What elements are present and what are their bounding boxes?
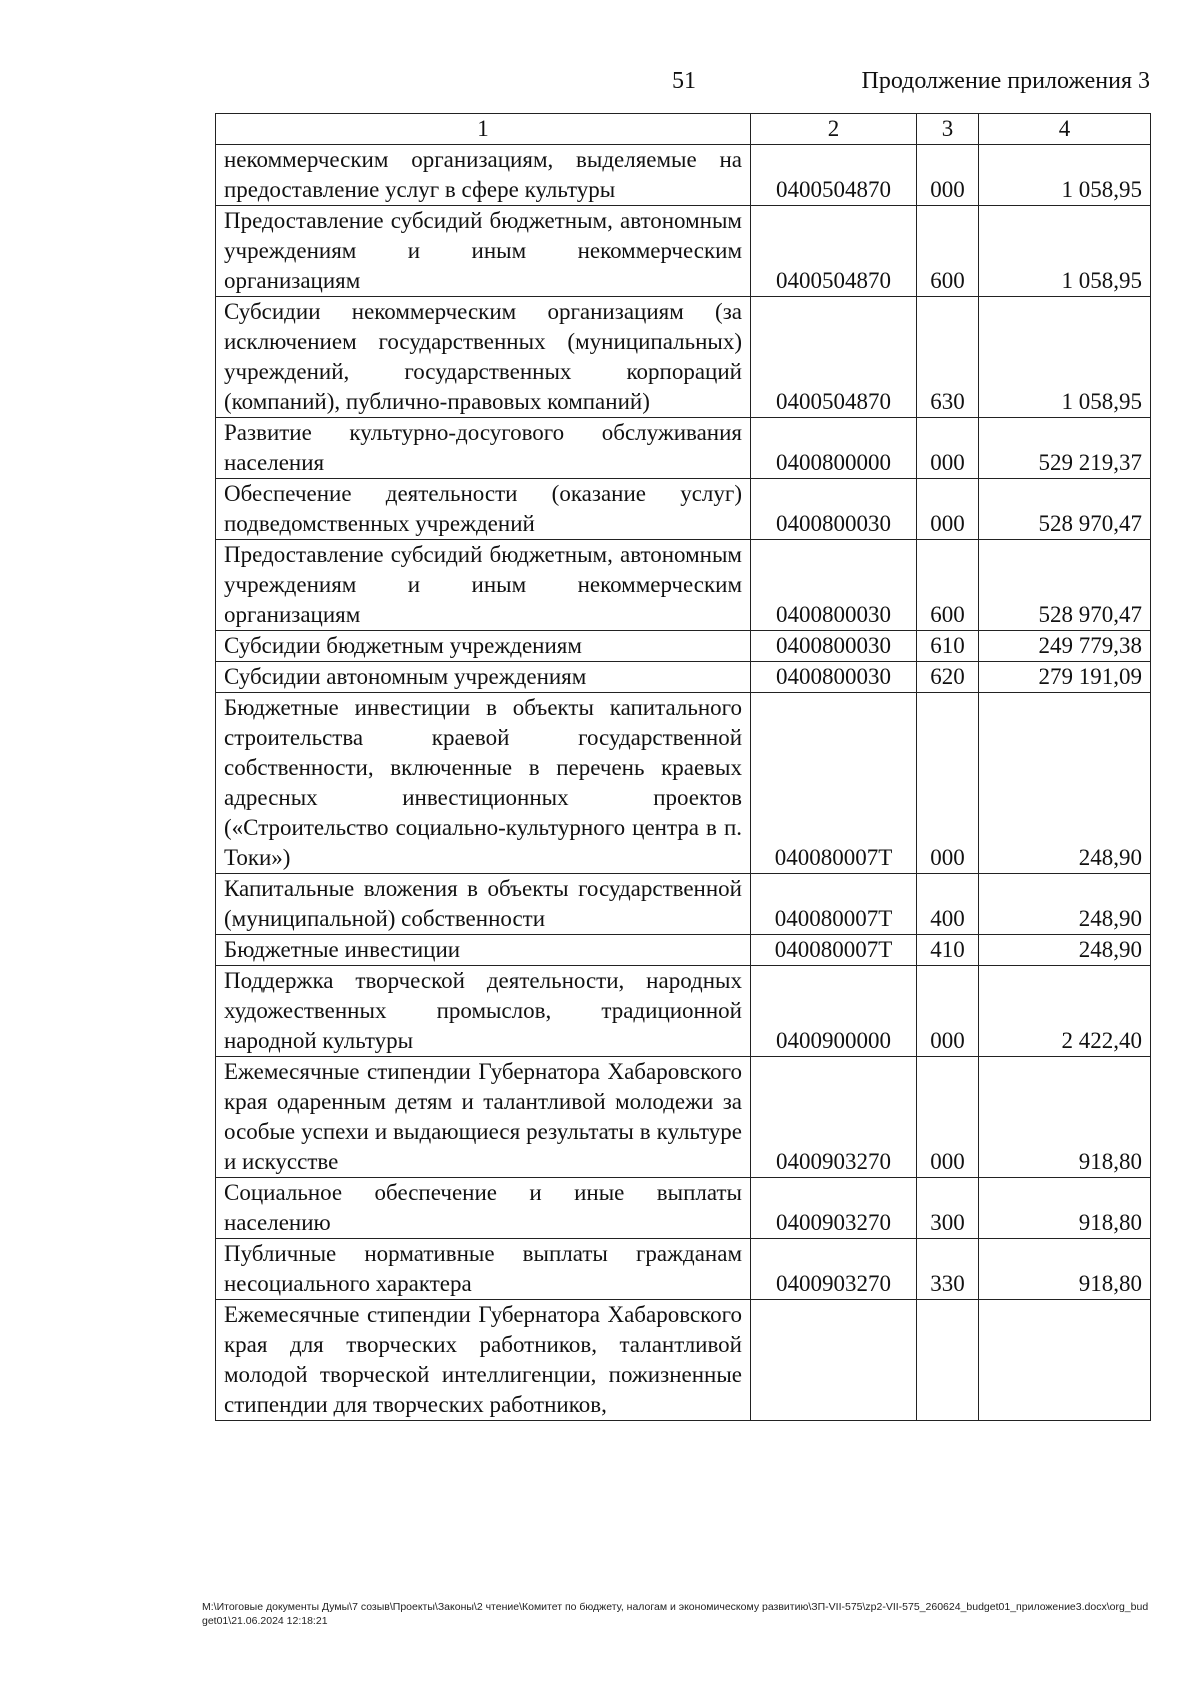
target-code-cell: 0400800030 (751, 479, 917, 540)
table-row (216, 693, 1151, 874)
target-code-cell: 0400800000 (751, 418, 917, 479)
row-name-cell: Предоставление субсидий бюджетным, автономным учреждениям и иным некоммерческим организациям (216, 540, 751, 631)
table-row (216, 145, 1151, 206)
target-code-cell: 040080007Т (751, 935, 917, 966)
expense-type-cell (917, 1300, 979, 1421)
column-header: 4 (979, 114, 1151, 145)
table-row (216, 1239, 1151, 1300)
row-name-cell: Субсидии бюджетным учреждениям (216, 631, 751, 662)
expense-type-cell: 000 (917, 479, 979, 540)
row-name-cell: Капитальные вложения в объекты государственной (муниципальной) собственности (216, 874, 751, 935)
row-name-cell: Поддержка творческой деятельности, народных художественных промыслов, традиционной народной культуры (216, 966, 751, 1057)
expense-type-cell: 000 (917, 145, 979, 206)
amount-cell: 529 219,37 (979, 418, 1151, 479)
row-name-cell: Бюджетные инвестиции в объекты капитального строительства краевой государственной собственности, включенные в перечень краевых адресных инвестиционных проектов («Строительство социально-культурного центра в п. Токи») (216, 693, 751, 874)
row-name-cell: Публичные нормативные выплаты гражданам несоциального характера (216, 1239, 751, 1300)
expense-type-cell: 600 (917, 540, 979, 631)
amount-cell: 248,90 (979, 693, 1151, 874)
target-code-cell: 0400504870 (751, 297, 917, 418)
row-name-cell: некоммерческим организациям, выделяемые на предоставление услуг в сфере культуры (216, 145, 751, 206)
table-row (216, 935, 1151, 966)
table-row (216, 874, 1151, 935)
target-code-cell: 0400800030 (751, 631, 917, 662)
target-code-cell: 040080007Т (751, 693, 917, 874)
table-row (216, 1300, 1151, 1421)
expense-type-cell: 000 (917, 966, 979, 1057)
row-name-cell: Ежемесячные стипендии Губернатора Хабаровского края для творческих работников, талантливой молодой творческой интеллигенции, пожизненные стипендии для творческих работников, (216, 1300, 751, 1421)
expense-type-cell: 000 (917, 693, 979, 874)
row-name-cell: Развитие культурно-досугового обслуживания населения (216, 418, 751, 479)
row-name-cell: Предоставление субсидий бюджетным, автономным учреждениям и иным некоммерческим организациям (216, 206, 751, 297)
amount-cell: 249 779,38 (979, 631, 1151, 662)
expense-type-cell: 000 (917, 1057, 979, 1178)
expense-type-cell: 620 (917, 662, 979, 693)
document-file-path: M:\Итоговые документы Думы\7 созыв\Проекты\Законы\2 чтение\Комитет по бюджету, налогам и экономическому развитию\ЗП-VII-575\zp2-VII-575_260624_budget01_приложение3.docx\org_budget01\21.06.2024 12:18:21 (202, 1601, 1149, 1627)
table-row (216, 206, 1151, 297)
continuation-heading: Продолжение приложения 3 (861, 68, 1150, 94)
expense-type-cell: 300 (917, 1178, 979, 1239)
table-row (216, 966, 1151, 1057)
amount-cell: 2 422,40 (979, 966, 1151, 1057)
amount-cell: 248,90 (979, 935, 1151, 966)
column-header: 2 (751, 114, 917, 145)
target-code-cell: 0400900000 (751, 966, 917, 1057)
column-header: 1 (216, 114, 751, 145)
amount-cell: 1 058,95 (979, 145, 1151, 206)
target-code-cell: 0400504870 (751, 206, 917, 297)
row-name-cell: Социальное обеспечение и иные выплаты населению (216, 1178, 751, 1239)
target-code-cell: 0400903270 (751, 1057, 917, 1178)
amount-cell: 918,80 (979, 1239, 1151, 1300)
row-name-cell: Ежемесячные стипендии Губернатора Хабаровского края одаренным детям и талантливой молодежи за особые успехи и выдающиеся результаты в культуре и искусстве (216, 1057, 751, 1178)
expense-type-cell: 000 (917, 418, 979, 479)
target-code-cell: 0400903270 (751, 1178, 917, 1239)
expense-type-cell: 330 (917, 1239, 979, 1300)
amount-cell: 279 191,09 (979, 662, 1151, 693)
budget-table (215, 113, 1151, 1421)
target-code-cell: 0400800030 (751, 540, 917, 631)
expense-type-cell: 630 (917, 297, 979, 418)
table-row (216, 297, 1151, 418)
amount-cell: 528 970,47 (979, 540, 1151, 631)
expense-type-cell: 410 (917, 935, 979, 966)
expense-type-cell: 600 (917, 206, 979, 297)
table-header-row (216, 114, 1151, 145)
amount-cell (979, 1300, 1151, 1421)
table-row (216, 662, 1151, 693)
amount-cell: 918,80 (979, 1178, 1151, 1239)
target-code-cell (751, 1300, 917, 1421)
row-name-cell: Обеспечение деятельности (оказание услуг) подведомственных учреждений (216, 479, 751, 540)
amount-cell: 1 058,95 (979, 297, 1151, 418)
page-number: 51 (672, 68, 696, 94)
target-code-cell: 0400800030 (751, 662, 917, 693)
target-code-cell: 0400903270 (751, 1239, 917, 1300)
amount-cell: 528 970,47 (979, 479, 1151, 540)
amount-cell: 1 058,95 (979, 206, 1151, 297)
row-name-cell: Субсидии некоммерческим организациям (за исключением государственных (муниципальных) учреждений, государственных корпораций (компаний), публично-правовых компаний) (216, 297, 751, 418)
table-row (216, 540, 1151, 631)
target-code-cell: 0400504870 (751, 145, 917, 206)
table-row (216, 631, 1151, 662)
amount-cell: 918,80 (979, 1057, 1151, 1178)
expense-type-cell: 400 (917, 874, 979, 935)
row-name-cell: Субсидии автономным учреждениям (216, 662, 751, 693)
table-row (216, 1178, 1151, 1239)
column-header: 3 (917, 114, 979, 145)
amount-cell: 248,90 (979, 874, 1151, 935)
row-name-cell: Бюджетные инвестиции (216, 935, 751, 966)
expense-type-cell: 610 (917, 631, 979, 662)
table-row (216, 479, 1151, 540)
table-row (216, 1057, 1151, 1178)
table-row (216, 418, 1151, 479)
target-code-cell: 040080007Т (751, 874, 917, 935)
